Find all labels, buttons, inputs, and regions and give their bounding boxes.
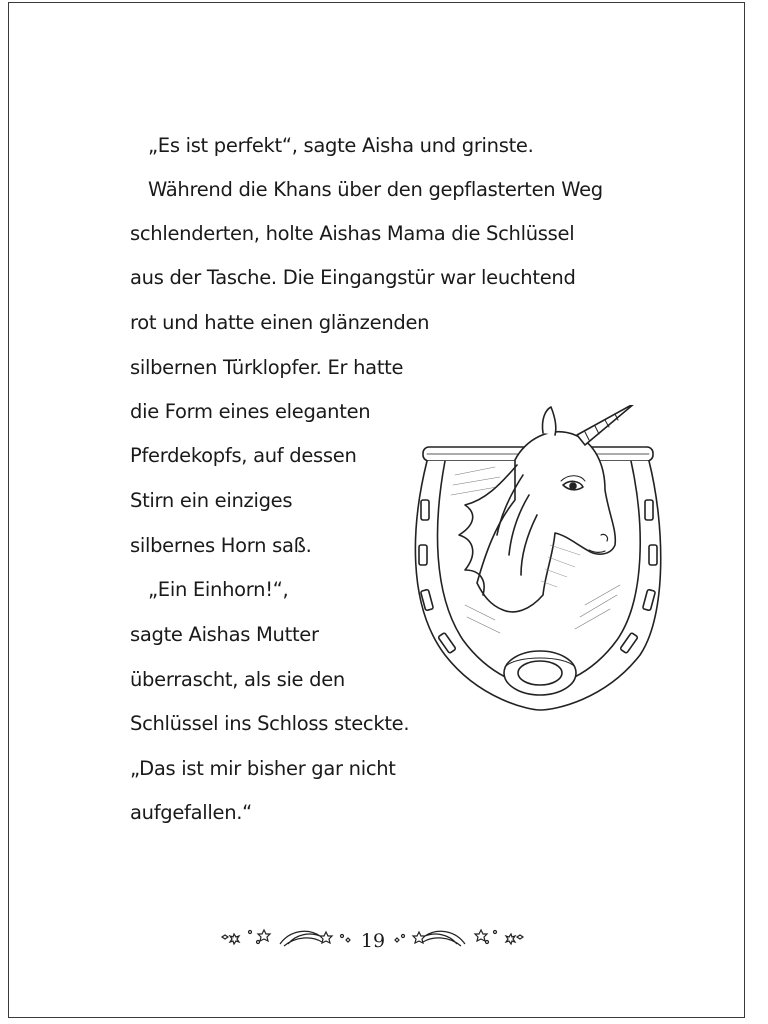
star-swirl-ornament-icon xyxy=(218,922,353,952)
text-line: silbernes Horn saß. xyxy=(130,534,312,557)
text-line: silbernen Türklopfer. Er hatte xyxy=(130,356,404,379)
text-line: Stirn ein einziges xyxy=(130,489,293,512)
text-line: Schlüssel ins Schloss steckte. xyxy=(130,712,410,735)
unicorn-door-knocker-icon xyxy=(405,405,675,735)
text-line: überrascht, als sie den xyxy=(130,668,345,691)
text-line: Während die Khans über den gepflasterten Weg xyxy=(148,178,603,201)
text-line: aus der Tasche. Die Eingangstür war leuchtend xyxy=(130,266,576,289)
text-line: aufgefallen.“ xyxy=(130,801,252,824)
text-line: Pferdekopfs, auf dessen xyxy=(130,444,357,467)
text-line: „Es ist perfekt“, sagte Aisha und grinste. xyxy=(148,134,534,157)
text-line: schlenderten, holte Aishas Mama die Schlüssel xyxy=(130,222,575,245)
text-line: „Das ist mir bisher gar nicht xyxy=(130,757,396,780)
page-number: 19 xyxy=(360,930,386,952)
text-line: sagte Aishas Mutter xyxy=(130,623,319,646)
text-line: die Form eines eleganten xyxy=(130,400,371,423)
text-line: „Ein Einhorn!“, xyxy=(148,578,289,601)
star-swirl-ornament-icon xyxy=(392,922,527,952)
text-line: rot und hatte einen glänzenden xyxy=(130,311,430,334)
